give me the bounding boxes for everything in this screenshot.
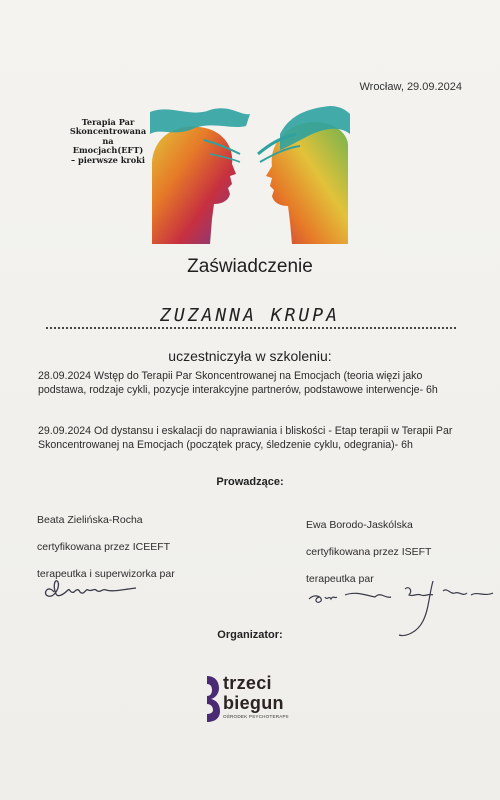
trainers-heading: Prowadzące: xyxy=(216,476,284,488)
trainer-name: Ewa Borodo-Jaskólska xyxy=(306,519,413,531)
logo-caption-line: Skoncentrowana xyxy=(69,126,147,137)
organizer-heading: Organizator: xyxy=(217,629,283,641)
organizer-logo xyxy=(205,670,305,730)
two-heads-illustration xyxy=(150,104,350,246)
organizer-brand-line1: trzeci xyxy=(223,673,272,693)
eft-course-logo xyxy=(150,104,350,246)
trainer-name: Beata Zielińska-Rocha xyxy=(37,514,143,526)
logo-caption-line: Terapia Par xyxy=(81,117,135,127)
organizer-subtitle: OŚRODEK PSYCHOTERAPII xyxy=(223,714,289,719)
name-dotted-line xyxy=(46,327,456,329)
organizer-brand-line2: biegun xyxy=(223,693,284,713)
certificate-title: Zaświadczenie xyxy=(187,256,313,277)
logo-caption-line: na xyxy=(102,135,114,146)
number-three-mark-icon xyxy=(205,674,221,724)
logo-caption-line: Emocjach(EFT) xyxy=(72,145,144,156)
place-date: Wrocław, 29.09.2024 xyxy=(359,81,462,93)
session-description: 29.09.2024 Od dystansu i eskalacji do naprawiania i bliskości - Etap terapii w Terapii Par Skoncentrowanej na Emocjach (początek pracy, śledzenie cyklu, odegrania)- 6h xyxy=(38,425,453,451)
logo-caption xyxy=(52,118,164,165)
trainer-role: terapeutka i superwizorka par xyxy=(37,568,175,580)
trainer-role: terapeutka par xyxy=(306,573,374,585)
session-description: 28.09.2024 Wstęp do Terapii Par Skoncentrowanej na Emocjach (teoria więzi jako podstawa, rodzaje cykli, pozycje interakcyjne partnerów, podstawowe interwencje- 6h xyxy=(38,370,438,396)
trainer-certification: certyfikowana przez ICEEFT xyxy=(37,541,171,553)
trainer-certification: certyfikowana przez ISEFT xyxy=(306,546,432,558)
signature-left xyxy=(40,574,150,604)
attended-statement: uczestniczyła w szkoleniu: xyxy=(168,348,332,364)
logo-caption-line: – pierwsze kroki xyxy=(71,154,145,165)
participant-name: ZUZANNA KRUPA xyxy=(160,305,340,326)
